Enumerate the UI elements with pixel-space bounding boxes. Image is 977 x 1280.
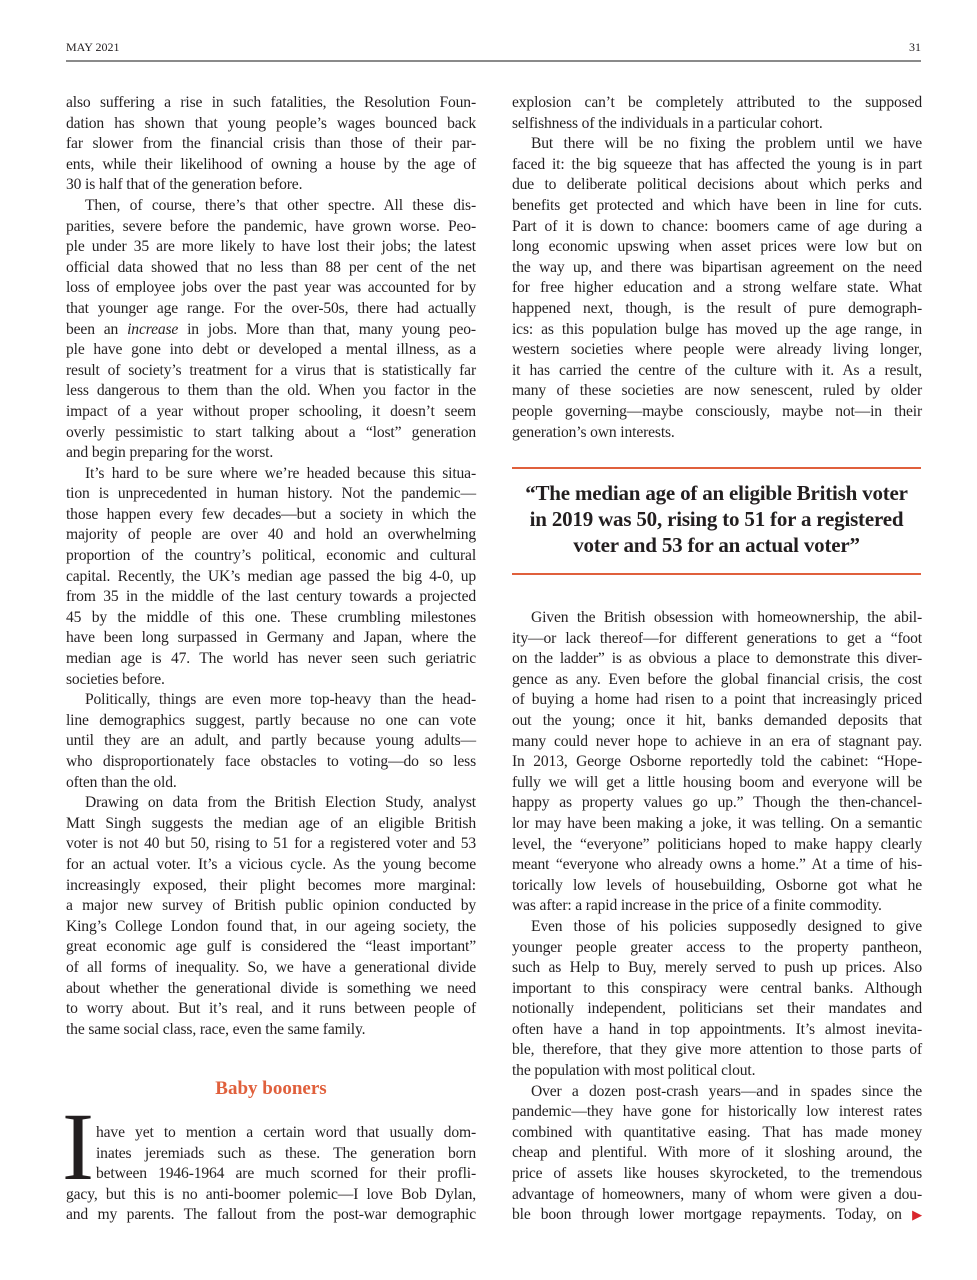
text-line: have been long surpassed in Germany and Japan, where the <box>66 629 476 647</box>
header-rule <box>66 60 921 62</box>
text-line: important to this conspiracy were central banks. Although <box>512 979 922 997</box>
text-line: the population with most political clout. <box>512 1062 756 1080</box>
text-line: explosion can’t be completely attributed to the supposed <box>512 94 922 111</box>
text-line: less dangerous to them than the old. When you factor in the <box>66 382 476 400</box>
text-line: and begin preparing for the worst. <box>66 444 274 462</box>
text-line: result of society’s treatment for a virus that is statistically far <box>66 361 476 379</box>
triangle-right-icon: ▶ <box>905 1207 922 1223</box>
text-line: ents, while their likelihood of owning a house by the age of <box>66 155 476 173</box>
text-line: the way up, and there was bipartisan agreement on the need <box>512 258 922 276</box>
text-line: between 1946-1964 are much scorned for their profli- <box>96 1165 476 1183</box>
paragraph <box>66 1123 476 1226</box>
paragraph <box>512 93 922 134</box>
text-line: fully we will get a little housing boom and everyone will be <box>512 773 922 791</box>
issue-date: MAY 2021 <box>66 40 120 54</box>
paragraph <box>512 608 922 917</box>
text-line: Part of it is down to chance: boomers came of age during a <box>512 217 922 235</box>
text-line: impact of a year without proper schooling, it doesn’t seem <box>66 402 476 420</box>
text-line: of buying a home had risen to a point that increasingly priced <box>512 691 922 709</box>
text-line: people governing—maybe consciously, maybe not—in their <box>512 402 922 420</box>
text-line <box>512 1205 922 1226</box>
text-line: the same social class, race, even the same family. <box>66 1020 366 1038</box>
text-line: Matt Singh suggests the median age of an eligible British <box>66 814 476 832</box>
paragraph <box>512 1082 922 1226</box>
text-line: Given the British obsession with homeownership, the abil- <box>531 609 922 626</box>
text-line: a major new survey of British public opinion conducted by <box>66 897 476 915</box>
text-line: dation has shown that young people’s wages bounced back <box>66 114 476 132</box>
text-line: benefits get protected and which have been in line for cuts. <box>512 196 922 214</box>
page-number: 31 <box>909 40 921 54</box>
text-line: often have a hand in top appointments. It’s almost inevita- <box>512 1020 922 1038</box>
left-column <box>66 93 476 1040</box>
pull-quote-rule-bottom <box>512 573 921 575</box>
text-line: loss of employee jobs over the past year was accounted for by <box>66 279 476 297</box>
text-line: of all forms of inequality. So, we have a generational divide <box>66 958 476 976</box>
text-line: level, the “everyone” politicians hoped to make happy clearly <box>512 835 922 853</box>
text-line: price of assets like houses skyrocketed, to the tremendous <box>512 1165 922 1183</box>
text-line: out the young; once it hit, banks demanded deposits that <box>512 711 922 729</box>
text-line: combined with quantitative easing. That has made money <box>512 1123 922 1141</box>
text-line: overly pessimistic to start talking about a “lost” generation <box>66 423 476 441</box>
paragraph <box>512 917 922 1082</box>
section-subheading: Baby booners <box>215 1078 327 1099</box>
text-line: voter is not 40 but 50, rising to 51 for a registered voter and 53 <box>66 835 476 853</box>
text-line: In 2013, George Osborne reportedly told the cabinet: “Hope- <box>512 753 922 771</box>
text-line: It’s hard to be sure where we’re headed because this situa- <box>85 464 476 482</box>
text-line: torically low levels of housebuilding, Osborne got what he <box>512 876 922 894</box>
text-line: due to deliberate political decisions about which perks and <box>512 176 922 194</box>
text-line: ple under 35 are more likely to have lost their jobs; the latest <box>66 238 476 256</box>
text-line: parities, severe before the pandemic, have grown worse. Peo- <box>66 217 476 235</box>
drop-cap: I <box>62 1093 94 1200</box>
text-line: tion is unprecedented in human history. Not the pandemic— <box>66 485 476 503</box>
pull-quote-line: “The median age of an eligible British voter <box>525 481 908 505</box>
paragraph <box>66 793 476 1040</box>
paragraph <box>66 93 476 196</box>
text-line: also suffering a rise in such fatalities, the Resolution Foun- <box>66 94 476 111</box>
text-line: proportion of the country’s political, economic and cultural <box>66 547 476 565</box>
text-line: from 35 in the middle of the last century towards a projected <box>66 588 476 606</box>
text-line: happened next, though, is the result of pure demograph- <box>512 299 922 317</box>
text-line: those happen every few decades—but a society in which the <box>66 505 476 523</box>
text-line: gence as any. Even before the global financial crisis, the cost <box>512 670 922 688</box>
text-line: Even those of his policies supposedly designed to give <box>531 917 922 935</box>
text-line: such as Help to Buy, merely served to push up prices. Also <box>512 959 922 977</box>
text-line: cheap and plentiful. With more of it sloshing around, the <box>512 1144 922 1162</box>
text-line: have yet to mention a certain word that usually dom- <box>96 1124 476 1141</box>
text-line: Then, of course, there’s that other spectre. All these dis- <box>85 196 476 214</box>
text-line: western societies where people were already living longer, <box>512 341 922 359</box>
text-segment: been an <box>66 320 128 338</box>
paragraph <box>66 464 476 691</box>
text-line: King’s College London found that, in our ageing society, the <box>66 917 476 935</box>
text-line: for an actual voter. It’s a vicious cycle. As the young become <box>66 855 476 873</box>
text-line: Over a dozen post-crash years—and in spades since the <box>531 1082 922 1100</box>
emphasis-text: increase <box>127 320 179 338</box>
text-line: and my parents. The fallout from the post-war demographic <box>66 1206 476 1224</box>
text-line: lor may have been making a joke, it was telling. On a semantic <box>512 814 922 832</box>
text-line: Politically, things are even more top-heavy than the head- <box>85 691 476 709</box>
paragraph <box>512 134 922 443</box>
text-line: ple have gone into debt or developed a mental illness, as a <box>66 341 476 359</box>
text-line: far slower from the financial crisis than those of their par- <box>66 135 476 153</box>
text-line: inates jeremiads such as these. The generation born <box>96 1144 476 1162</box>
text-line: advantage of homeowners, many of whom were given a dou- <box>512 1185 922 1203</box>
pull-quote-line: in 2019 was 50, rising to 51 for a registered <box>529 507 904 531</box>
text-line: that younger age range. For the over-50s, there had actually <box>66 299 476 317</box>
text-line: long economic upswing when asset prices were low but on <box>512 238 922 256</box>
text-line: happy as property values go up.” Though the then-chancel- <box>512 794 922 812</box>
text-line: generation’s own interests. <box>512 423 675 441</box>
right-column-bottom <box>512 608 922 1226</box>
text-line: about whether the generational divide is something we need <box>66 979 476 997</box>
right-column-top <box>512 93 922 443</box>
text-line: faced it: the big squeeze that has affected the young is in part <box>512 155 922 173</box>
text-segment: in jobs. More than that, many young peo- <box>178 320 476 338</box>
text-line: capital. Recently, the UK’s median age passed the big 4-0, up <box>66 567 476 585</box>
text-line: gacy, but this is no anti-boomer polemic—I love Bob Dylan, <box>66 1185 476 1203</box>
text-line: But there will be no fixing the problem until we have <box>531 135 922 153</box>
text-line: median age is 47. The world has never seen such geriatric <box>66 650 476 668</box>
text-line: 30 is half that of the generation before. <box>66 176 303 194</box>
pull-quote <box>512 480 921 558</box>
text-line: ble, therefore, that they give more attention to those parts of <box>512 1041 922 1059</box>
text-line: great economic age gulf is considered the “least important” <box>66 938 476 956</box>
text-line: notionally independent, politicians set their mandates and <box>512 1000 922 1018</box>
text-line: majority of people are over 40 and hold an overwhelming <box>66 526 476 544</box>
paragraph <box>66 196 476 464</box>
text-line: selfishness of the individuals in a particular cohort. <box>512 114 823 132</box>
text-line <box>66 320 476 341</box>
text-line: it has carried the centre of the culture with it. As a result, <box>512 361 922 379</box>
text-line: meant “everyone who already owns a home.” At a time of his- <box>512 856 922 874</box>
dropcap-paragraph-block <box>66 1123 476 1226</box>
text-line: on the ladder” is as obvious a place to demonstrate this diver- <box>512 650 922 668</box>
text-line: line demographics suggest, partly because no one can vote <box>66 711 476 729</box>
text-line: many of these societies are now senescent, ruled by older <box>512 382 922 400</box>
text-line: Drawing on data from the British Election Study, analyst <box>85 794 476 812</box>
text-line: official data showed that no less than 88 per cent of the net <box>66 258 476 276</box>
text-line: who disproportionately face obstacles to voting—do so less <box>66 753 476 770</box>
pull-quote-line: voter and 53 for an actual voter” <box>573 533 860 557</box>
text-line: to worry about. But it’s real, and it runs between people of <box>66 1000 476 1018</box>
text-line: younger people greater access to the property pantheon, <box>512 938 922 956</box>
text-line: societies before. <box>66 670 165 688</box>
pull-quote-rule-top <box>512 467 921 469</box>
text-line: many could never hope to achieve in an era of stagnant pay. <box>512 732 922 750</box>
text-line: 45 by the middle of this one. These crumbling milestones <box>66 608 476 626</box>
text-line: often than the old. <box>66 773 177 791</box>
paragraph <box>66 690 476 793</box>
text-segment: ble boon through lower mortgage repayments. Today, on <box>512 1206 902 1224</box>
text-line: for free higher education and a strong welfare state. What <box>512 279 922 297</box>
text-line: was after: a rapid increase in the price of a finite commodity. <box>512 897 882 915</box>
text-line: increasingly exposed, their plight becomes more marginal: <box>66 876 476 894</box>
text-line: until they are an adult, and partly because young adults— <box>66 732 476 750</box>
text-line: ity—or lack thereof—for different generations to get a “foot <box>512 629 922 647</box>
text-line: ics: as this population bulge has moved up the age range, in <box>512 320 922 338</box>
text-line: pandemic—they have gone for historically low interest rates <box>512 1103 922 1121</box>
